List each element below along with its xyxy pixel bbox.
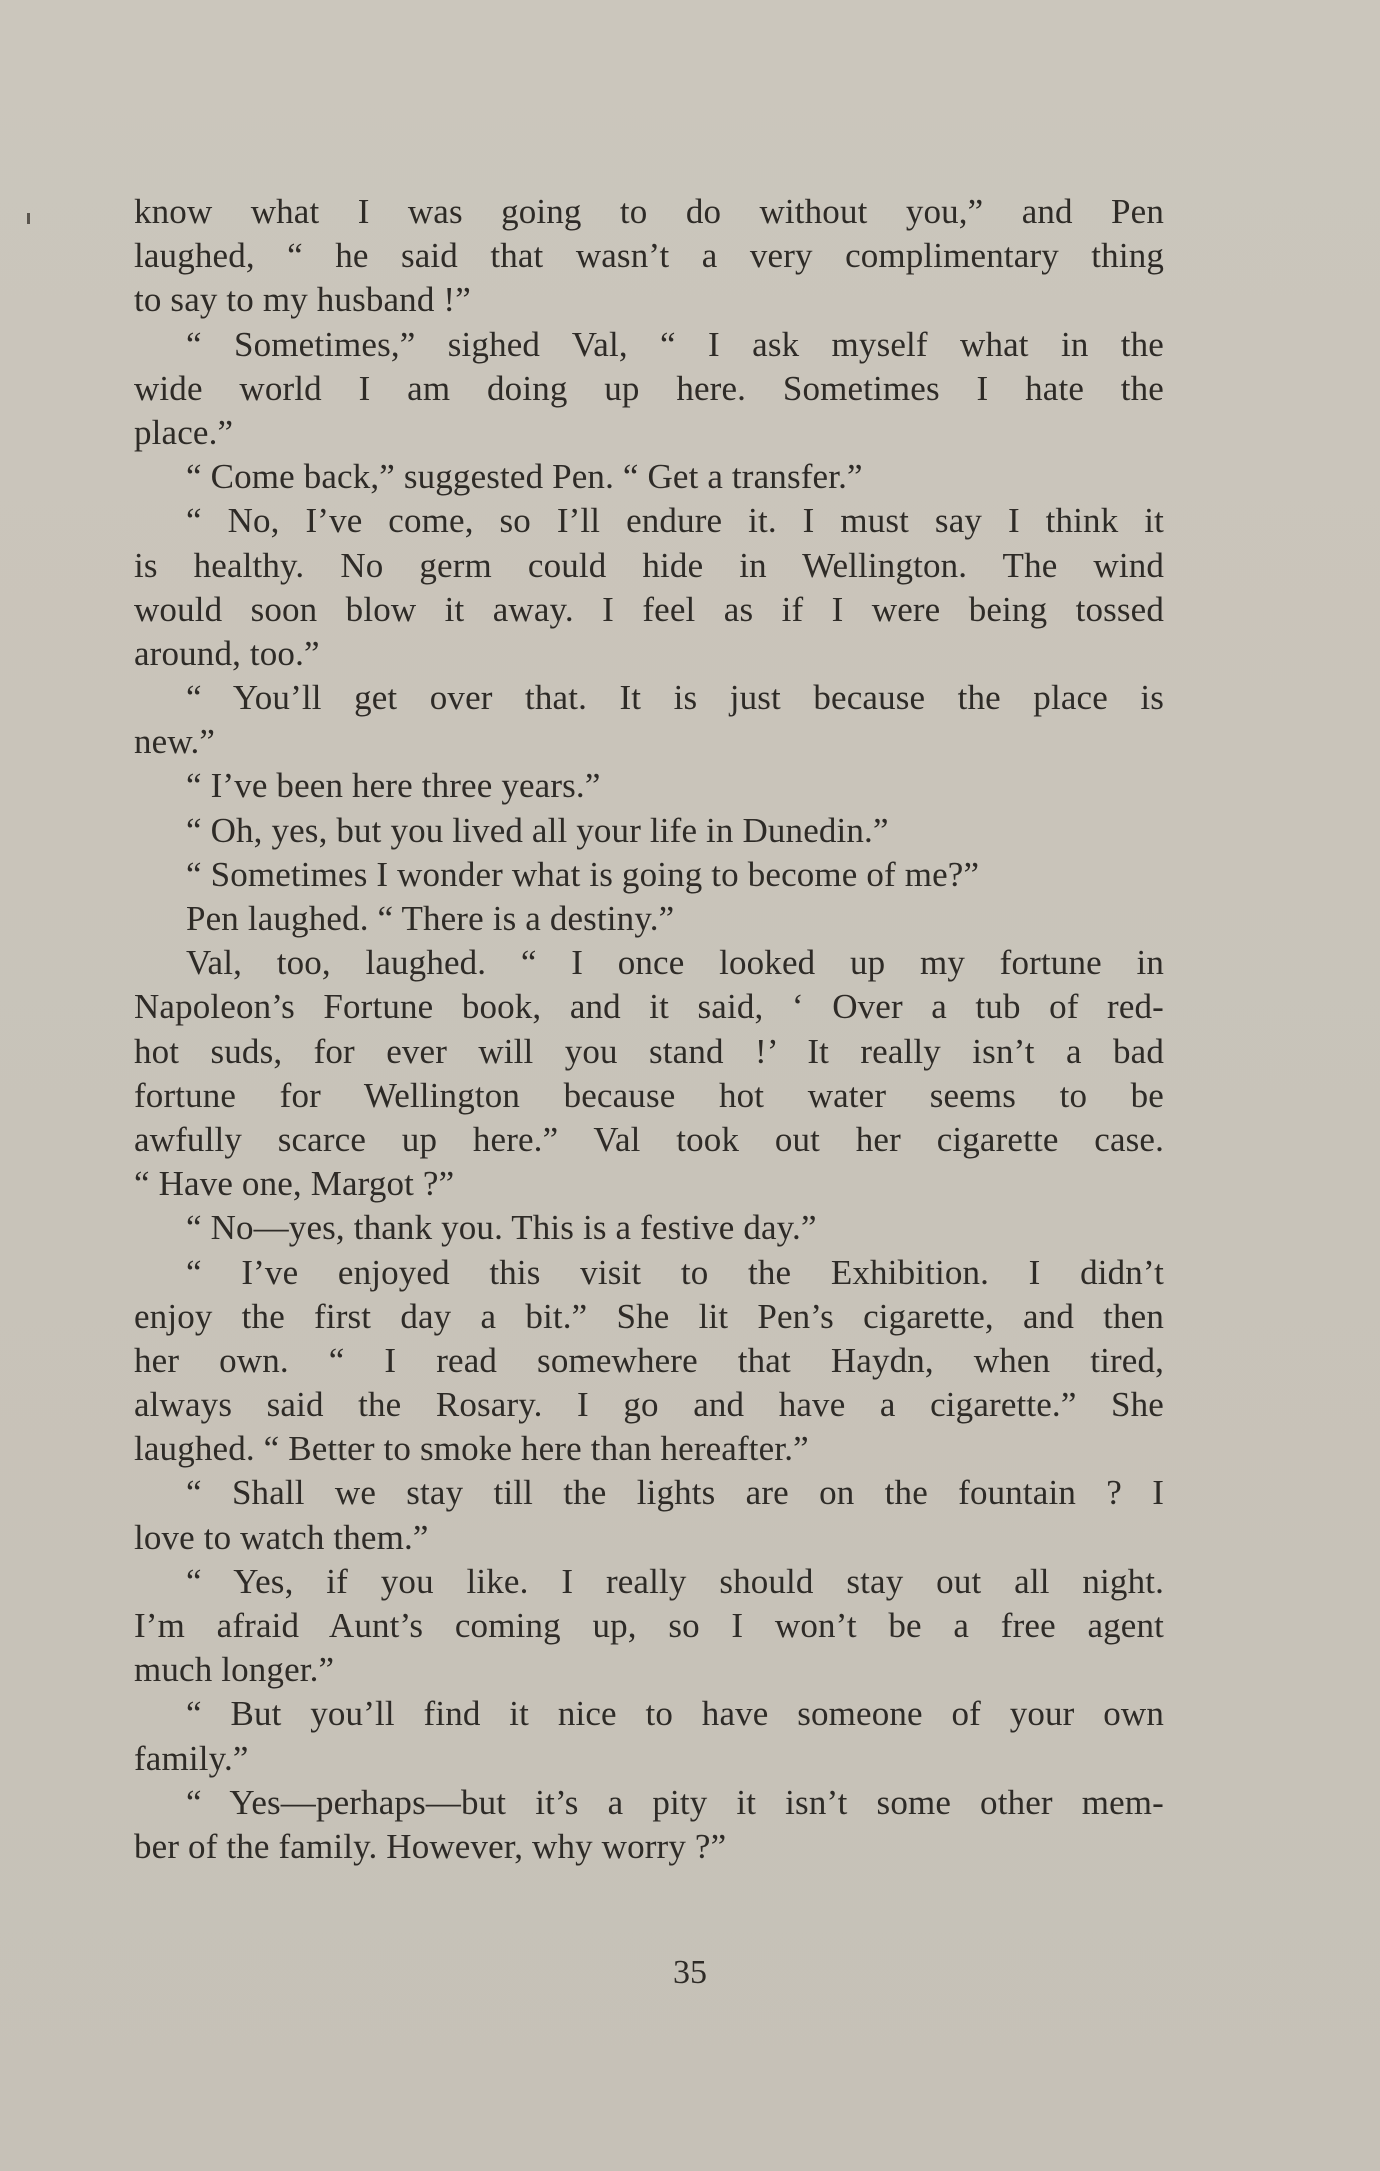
body-text [134,190,1164,1869]
page-number: 35 [673,1954,707,1991]
text-line: “ No—yes, thank you. This is a festive day.” [186,1208,817,1248]
text-line: “ Yes, if you like. I really should stay out all night. [186,1561,1164,1601]
text-line: is healthy. No germ could hide in Wellington. The wind [134,545,1164,585]
text-line: “ No, I’ve come, so I’ll endure it. I must say I think it [186,501,1164,541]
text-line: new.” [134,722,216,762]
text-line: Val, too, laughed. “ I once looked up my fortune in [186,943,1164,983]
text-line: know what I was going to do without you,” and Pen [134,192,1164,231]
text-line: wide world I am doing up here. Sometimes I hate the [134,368,1164,408]
text-line: “ You’ll get over that. It is just because the place is [186,678,1164,718]
text-line: love to watch them.” [134,1517,429,1557]
text-line: “ I’ve been here three years.” [186,766,601,806]
text-line: Napoleon’s Fortune book, and it said, ‘ Over a tub of red- [134,987,1164,1027]
text-line: enjoy the first day a bit.” She lit Pen’s cigarette, and then [134,1296,1164,1336]
text-line: hot suds, for ever will you stand !’ It really isn’t a bad [134,1031,1164,1071]
text-line: to say to my husband !” [134,280,471,320]
text-line: laughed, “ he said that wasn’t a very complimentary thing [134,236,1164,276]
text-line: “ Come back,” suggested Pen. “ Get a transfer.” [186,457,863,497]
text-line: ber of the family. However, why worry ?” [134,1826,727,1866]
text-line: always said the Rosary. I go and have a cigarette.” She [134,1385,1164,1425]
text-line: I’m afraid Aunt’s coming up, so I won’t be a free agent [134,1606,1164,1645]
text-line: “ But you’ll find it nice to have someone of your own [186,1694,1164,1734]
text-line: Pen laughed. “ There is a destiny.” [186,899,675,938]
text-line: “ Sometimes I wonder what is going to become of me?” [186,854,980,894]
text-line: place.” [134,412,234,452]
margin-mark [27,213,30,224]
text-line: awfully scarce up here.” Val took out her cigarette case. [134,1119,1164,1159]
text-line: family.” [134,1738,249,1778]
text-line: “ Yes—perhaps—but it’s a pity it isn’t some other mem- [186,1782,1164,1822]
text-line: laughed. “ Better to smoke here than hereafter.” [134,1429,809,1469]
text-line: fortune for Wellington because hot water seems to be [134,1075,1164,1115]
text-line: around, too.” [134,633,320,673]
text-line: “ I’ve enjoyed this visit to the Exhibition. I didn’t [186,1252,1164,1292]
text-line: much longer.” [134,1650,335,1690]
text-line: “ Shall we stay till the lights are on the fountain ? I [186,1473,1164,1513]
text-line: “ Sometimes,” sighed Val, “ I ask myself what in the [186,324,1164,364]
text-line: “ Oh, yes, but you lived all your life in Dunedin.” [186,810,889,850]
text-line: “ Have one, Margot ?” [134,1164,455,1204]
text-line: her own. “ I read somewhere that Haydn, when tired, [134,1340,1164,1380]
text-line: would soon blow it away. I feel as if I were being tossed [134,589,1164,629]
